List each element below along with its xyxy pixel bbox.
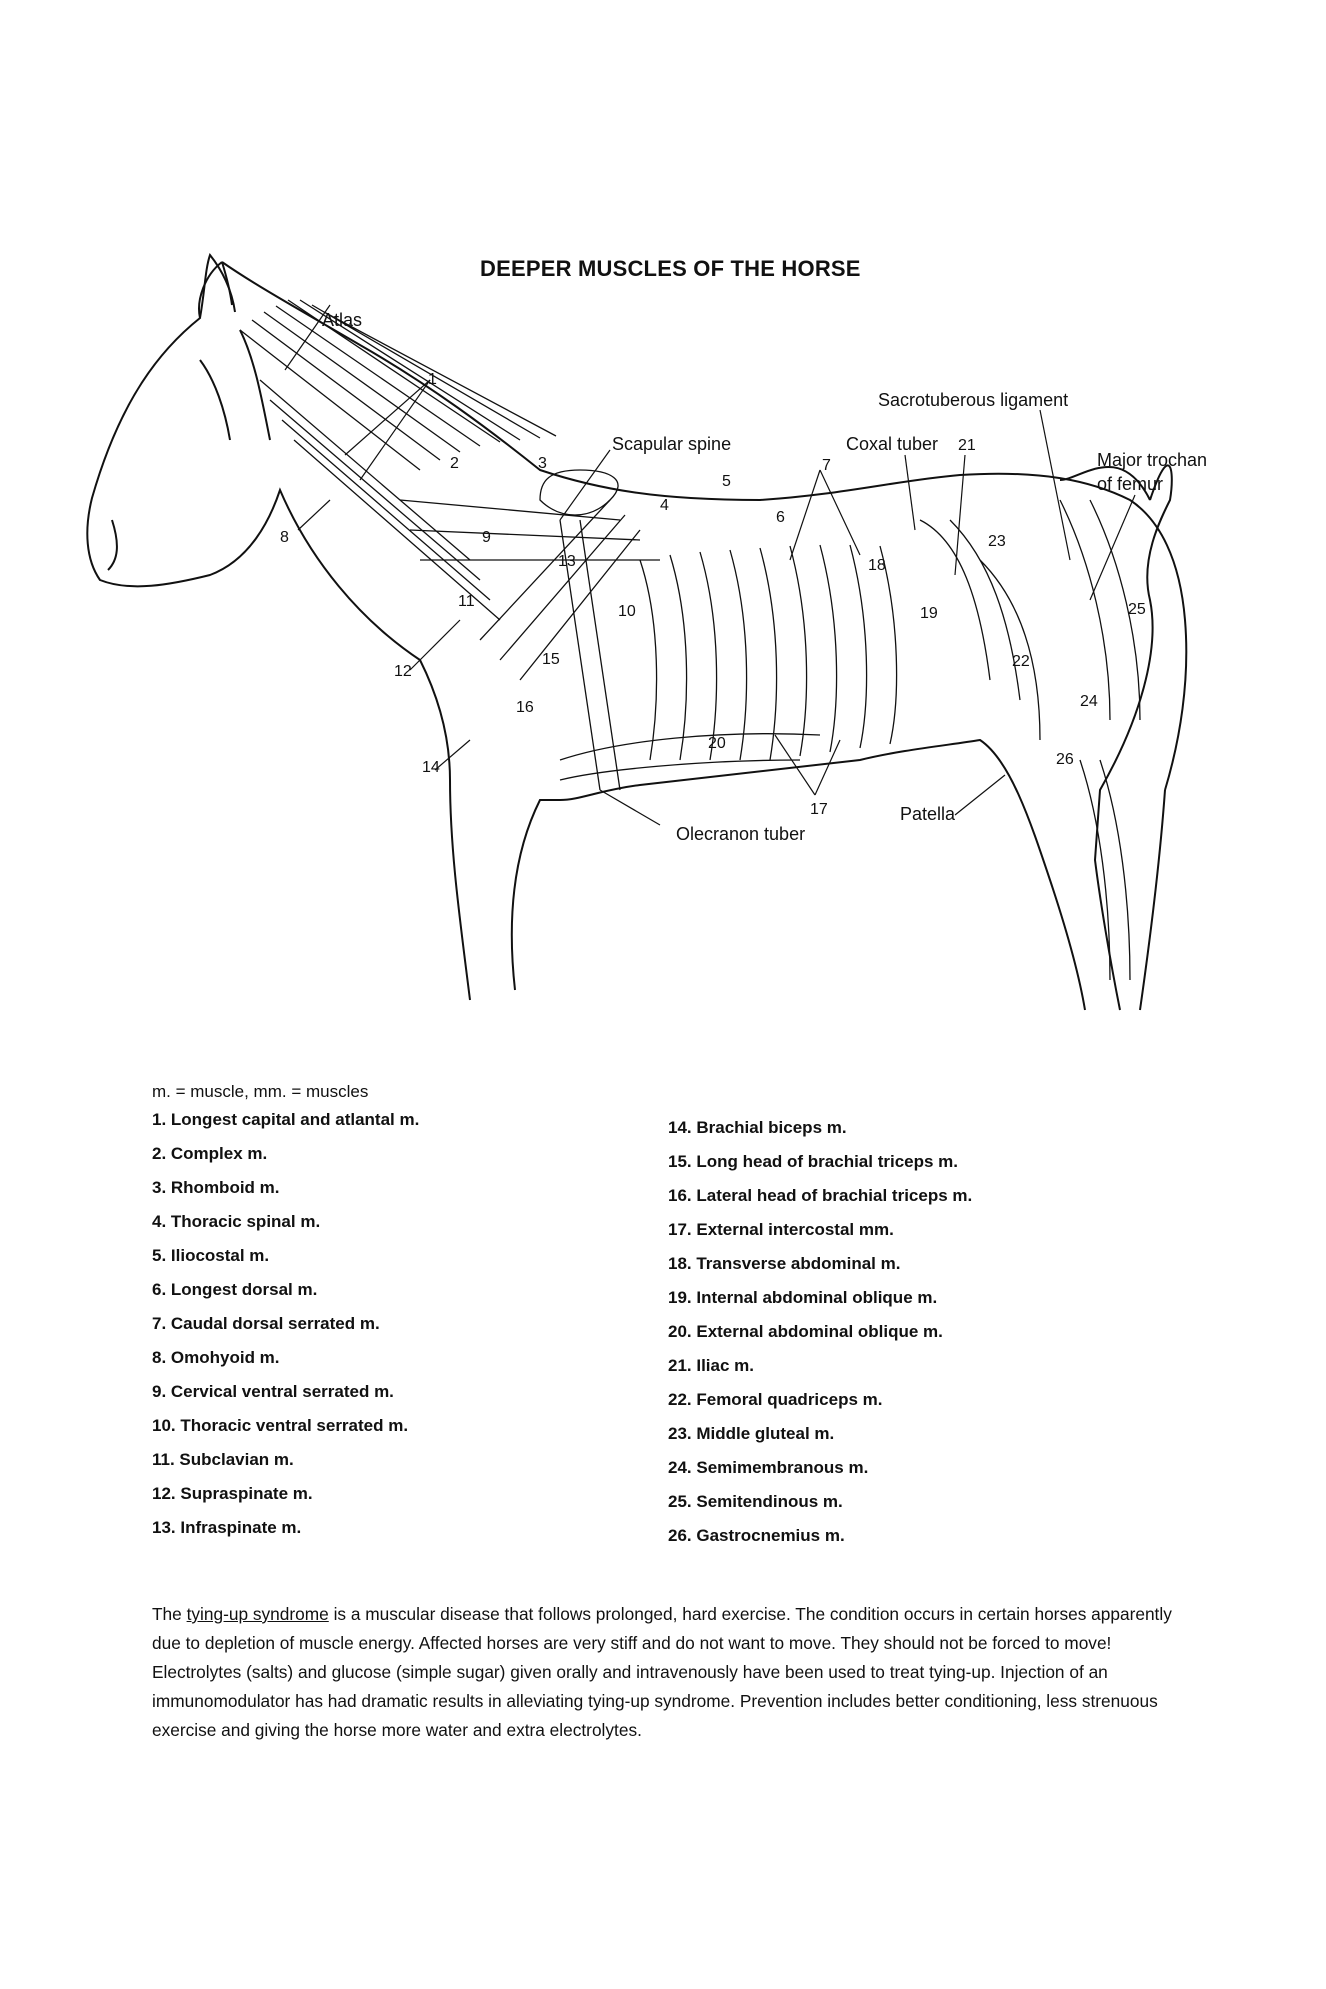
callout-sacrotuberous-ligament: Sacrotuberous ligament — [878, 390, 1069, 410]
horse-outline — [87, 262, 1186, 1010]
callout-coxal-tuber: Coxal tuber — [846, 434, 939, 454]
legend-item: 7. Caudal dorsal serrated m. — [152, 1314, 380, 1333]
muscle-number: 13 — [558, 553, 576, 570]
legend-item: 4. Thoracic spinal m. — [152, 1212, 321, 1231]
legend-item: 17. External intercostal mm. — [668, 1220, 894, 1239]
legend-item: 18. Transverse abdominal m. — [668, 1254, 901, 1273]
legend-abbreviation: m. = muscle, mm. = muscles — [152, 1082, 369, 1101]
legend-item: 6. Longest dorsal m. — [152, 1280, 318, 1299]
legend-item: 2. Complex m. — [152, 1144, 268, 1163]
head-detail — [108, 330, 270, 570]
legend-item: 14. Brachial biceps m. — [668, 1118, 847, 1137]
muscle-number: 16 — [516, 699, 534, 716]
legend-item: 25. Semitendinous m. — [668, 1492, 843, 1511]
tying-up-note — [152, 1600, 1182, 1745]
muscle-number: 5 — [722, 473, 731, 490]
page-title: DEEPER MUSCLES OF THE HORSE — [480, 256, 861, 281]
legend-item: 20. External abdominal oblique m. — [668, 1322, 943, 1341]
muscle-number: 9 — [482, 529, 491, 546]
muscle-number: 15 — [542, 651, 560, 668]
legend-item: 9. Cervical ventral serrated m. — [152, 1382, 394, 1401]
muscle-number: 2 — [450, 455, 459, 472]
legend-list-right — [668, 1118, 972, 1560]
legend-item: 5. Iliocostal m. — [152, 1246, 270, 1265]
callout-major-trochanter-line2: of femur — [1097, 474, 1164, 494]
legend-list-left — [152, 1110, 419, 1552]
muscle-number: 19 — [920, 605, 938, 622]
muscle-number: 14 — [422, 759, 440, 776]
legend-item: 19. Internal abdominal oblique m. — [668, 1288, 938, 1307]
muscle-number: 22 — [1012, 653, 1030, 670]
legend-item: 22. Femoral quadriceps m. — [668, 1390, 883, 1409]
legend-item: 11. Subclavian m. — [152, 1450, 294, 1469]
legend-item: 24. Semimembranous m. — [668, 1458, 869, 1477]
muscle-number: 10 — [618, 603, 636, 620]
callout-patella: Patella — [900, 804, 956, 824]
legend-item: 13. Infraspinate m. — [152, 1518, 302, 1537]
legend-item: 23. Middle gluteal m. — [668, 1424, 835, 1443]
muscle-number: 25 — [1128, 601, 1146, 618]
muscle-number: 7 — [822, 457, 831, 474]
legend-item: 12. Supraspinate m. — [152, 1484, 313, 1503]
muscle-number: 21 — [958, 437, 976, 454]
note-prefix: The — [152, 1604, 187, 1624]
legend-item: 16. Lateral head of brachial triceps m. — [668, 1186, 973, 1205]
muscle-number: 3 — [538, 455, 547, 472]
callout-major-trochanter-line1: Major trochan — [1097, 450, 1208, 470]
muscle-number: 8 — [280, 529, 289, 546]
muscle-number: 17 — [810, 801, 828, 818]
legend-item: 8. Omohyoid m. — [152, 1348, 280, 1367]
legend-item: 3. Rhomboid m. — [152, 1178, 280, 1197]
muscle-number: 6 — [776, 509, 785, 526]
legend-item: 10. Thoracic ventral serrated m. — [152, 1416, 409, 1435]
muscle-number: 20 — [708, 735, 726, 752]
ear-outline — [200, 255, 235, 318]
legend-item: 1. Longest capital and atlantal m. — [152, 1110, 420, 1129]
muscle-number: 11 — [458, 593, 475, 610]
callout-olecranon-tuber: Olecranon tuber — [676, 824, 806, 844]
legend-item: 21. Iliac m. — [668, 1356, 754, 1375]
muscle-number: 18 — [868, 557, 886, 574]
muscle-number: 24 — [1080, 693, 1098, 710]
muscle-number: 1 — [428, 371, 437, 388]
callout-scapular-spine: Scapular spine — [612, 434, 732, 454]
muscle-number: 4 — [660, 497, 669, 514]
muscle-number: 26 — [1056, 751, 1074, 768]
callout-atlas: Atlas — [322, 310, 363, 330]
muscle-number: 12 — [394, 663, 412, 680]
legend-item: 15. Long head of brachial triceps m. — [668, 1152, 959, 1171]
legend-item: 26. Gastrocnemius m. — [668, 1526, 845, 1545]
muscle-number: 23 — [988, 533, 1006, 550]
note-body: is a muscular disease that follows prolonged, hard exercise. The condition occurs in certain horses apparently due to depletion of muscle energy. Affected horses are very stiff and do not want to move. They should not be forced to move! Electrolytes (salts) and glucose (simple sugar) given orally and intravenously have been used to treat tying-up. Injection of an immunomodulator has had dramatic results in alleviating tying-up syndrome. Prevention includes better conditioning, less strenuous exercise and giving the horse more water and extra electrolytes. — [152, 1604, 1172, 1740]
note-term: tying-up syndrome — [186, 1604, 329, 1624]
